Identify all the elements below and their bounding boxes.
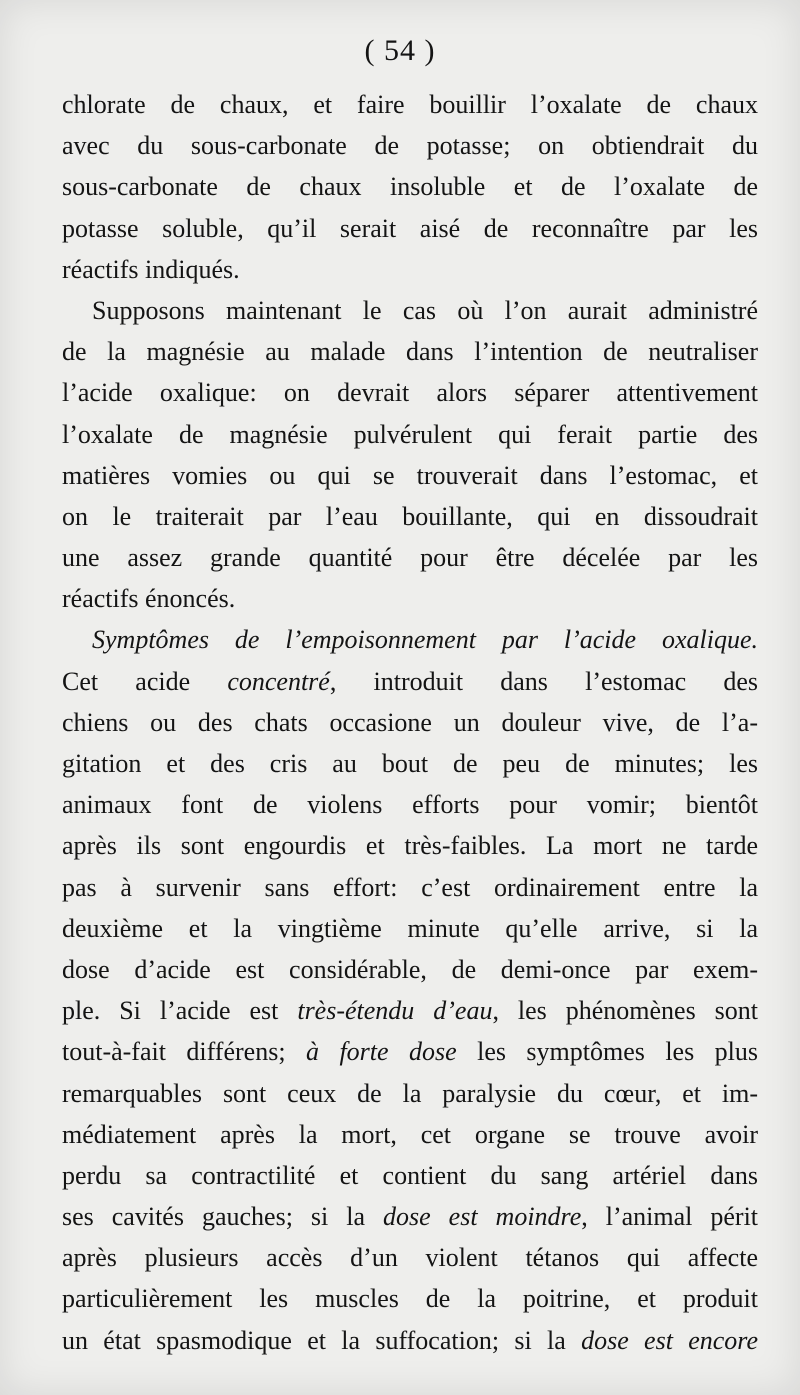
italic-text-segment: très-étendu d’eau [297, 996, 493, 1026]
text-segment: remarquables sont ceux de la paralysie du cœur, et im- [62, 1078, 758, 1108]
text-segment: l’oxalate de magnésie pulvérulent qui ferait partie des [62, 419, 758, 449]
italic-text-segment: concentré [227, 666, 330, 696]
text-segment: potasse soluble, qu’il serait aisé de reconnaître par les [62, 213, 758, 243]
text-segment: deuxième et la vingtième minute qu’elle arrive, si la [62, 913, 758, 943]
text-line [62, 496, 758, 537]
text-segment: sous-carbonate de chaux insoluble et de l’oxalate de [62, 172, 758, 202]
text-segment: réactifs énoncés. [62, 584, 236, 614]
text-segment: tout-à-fait différens; [62, 1037, 306, 1067]
italic-text-segment: dose est moindre [383, 1202, 582, 1232]
text-line [62, 1278, 758, 1319]
text-segment: une assez grande quantité pour être décelée par les [62, 543, 758, 573]
text-line [62, 784, 758, 825]
text-segment: Cet acide [62, 666, 228, 696]
text-line [62, 166, 758, 207]
text-line [62, 372, 758, 413]
text-segment: chiens ou des chats occasione un douleur vive, de l’a- [62, 707, 758, 737]
text-segment: chlorate de chaux, et faire bouillir l’oxalate de chaux [62, 90, 758, 119]
text-segment: avec du sous-carbonate de potasse; on obtiendrait du [62, 131, 758, 161]
text-segment: ple. Si l’acide est [62, 996, 298, 1026]
text-line [62, 1155, 758, 1196]
text-segment: matières vomies ou qui se trouverait dans l’estomac, et [62, 460, 758, 490]
text-segment: , l’animal périt [581, 1202, 759, 1232]
text-line [62, 1320, 758, 1361]
text-line [62, 867, 758, 908]
text-segment: gitation et des cris au bout de peu de minutes; les [62, 749, 758, 778]
text-segment: de la magnésie au malade dans l’intention de neutraliser [62, 337, 758, 367]
text-segment: pas à survenir sans effort: c’est ordinairement entre la [62, 872, 758, 902]
text-line [62, 908, 758, 949]
text-line [62, 825, 758, 866]
text-line [62, 249, 758, 290]
text-segment: réactifs indiqués. [62, 254, 240, 284]
text-line [62, 414, 758, 455]
text-line [62, 290, 758, 331]
italic-text-segment: Symptômes de l’empoisonnement par l’acide oxalique. [92, 625, 758, 655]
text-segment: on le traiterait par l’eau bouillante, qui en dissoudrait [62, 501, 758, 531]
text-line [62, 990, 758, 1031]
text-line [62, 125, 758, 166]
text-line [62, 1031, 758, 1072]
text-line [62, 661, 758, 702]
text-segment: , introduit dans l’estomac des [329, 666, 759, 696]
text-segment: médiatement après la mort, cet organe se trouve avoir [62, 1119, 758, 1149]
text-line [62, 331, 758, 372]
text-segment: après plusieurs accès d’un violent tétanos qui affecte [62, 1243, 758, 1273]
text-line [62, 578, 758, 619]
text-line [62, 1073, 758, 1114]
page-number: ( 54 ) [364, 34, 436, 67]
text-line [62, 1114, 758, 1155]
text-segment: les symptômes les plus [456, 1037, 758, 1067]
text-segment: animaux font de violens efforts pour vomir; bientôt [62, 790, 758, 820]
text-segment: un état spasmodique et la suffocation; si la [62, 1325, 582, 1355]
text-segment: ses cavités gauches; si la [62, 1202, 384, 1232]
text-line [62, 702, 758, 743]
italic-text-segment: dose est encore [581, 1325, 758, 1355]
text-line [62, 743, 758, 784]
text-line [62, 455, 758, 496]
text-line [62, 619, 758, 660]
text-line [62, 949, 758, 990]
text-segment: dose d’acide est considérable, de demi-once par exem- [62, 954, 758, 984]
text-segment: après ils sont engourdis et très-faibles. La mort ne tarde [62, 831, 758, 861]
text-line [62, 537, 758, 578]
text-segment: Supposons maintenant le cas où l’on aurait administré [92, 295, 758, 325]
text-segment: perdu sa contractilité et contient du sang artériel dans [62, 1160, 758, 1190]
text-line [62, 208, 758, 249]
text-segment: l’acide oxalique: on devrait alors séparer attentivement [62, 378, 758, 408]
italic-text-segment: à forte dose [306, 1037, 457, 1067]
text-segment: , les phénomènes sont [492, 996, 758, 1026]
text-line [62, 1196, 758, 1237]
text-segment: particulièrement les muscles de la poitrine, et produit [62, 1284, 758, 1314]
body-text [62, 84, 758, 1361]
text-line [62, 84, 758, 125]
text-line [62, 1237, 758, 1278]
